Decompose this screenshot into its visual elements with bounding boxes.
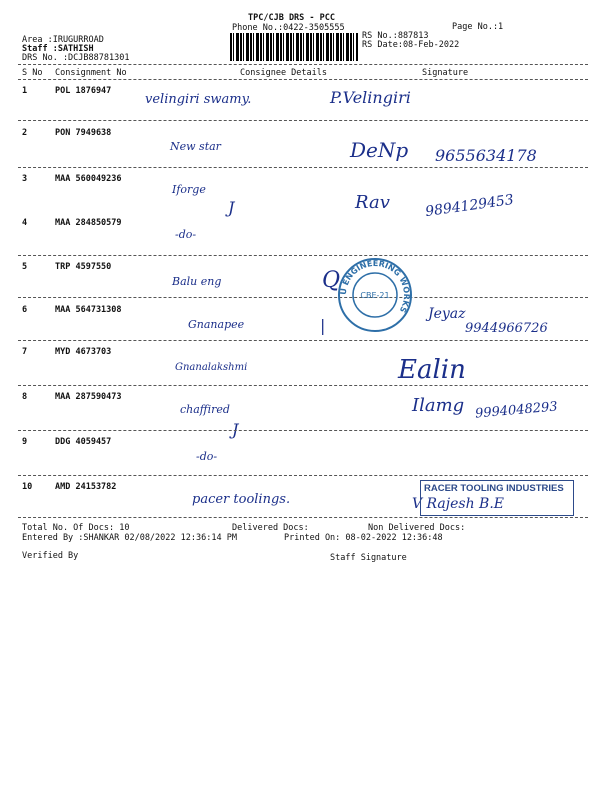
col-sno: S No: [22, 68, 43, 78]
row-consignment: PON 7949638: [55, 128, 112, 138]
divider: [18, 517, 588, 518]
row-consignment: MAA 560049236: [55, 174, 122, 184]
row-signature: Jeyaz: [428, 306, 466, 322]
row-consignee: velingiri swamy.: [145, 92, 252, 107]
row-sno: 5: [22, 262, 28, 272]
row-phone: 9655634178: [435, 146, 537, 165]
row-consignment: POL 1876947: [55, 86, 112, 96]
tick-mark: J: [232, 420, 239, 439]
row-signature: P.Velingiri: [330, 88, 411, 107]
entered-by: Entered By :SHANKAR 02/08/2022 12:36:14 PM: [22, 533, 237, 543]
row-consignee: chaffired: [180, 403, 230, 416]
row-sno: 2: [22, 128, 28, 138]
area-label: Area :IRUGURROAD: [22, 35, 104, 45]
tick-mark: |: [320, 316, 326, 335]
row-consignee: Gnanalakshmi: [175, 362, 248, 373]
signature-scribble: Ilamg: [412, 395, 465, 416]
row-phone: 9944966726: [465, 321, 548, 336]
row-sno: 6: [22, 305, 28, 315]
row-consignee: pacer toolings.: [192, 492, 291, 507]
divider: [18, 120, 588, 121]
row-consignment: TRP 4597550: [55, 262, 112, 272]
row-consignment: MYD 4673703: [55, 347, 112, 357]
row-consignment: MAA 564731308: [55, 305, 122, 315]
row-sno: 10: [22, 482, 33, 492]
signature-scribble: DeNp: [350, 138, 409, 162]
delivered-docs: Delivered Docs:: [232, 523, 309, 533]
row-sno: 8: [22, 392, 28, 402]
rs-date: RS Date:08-Feb-2022: [362, 40, 460, 50]
row-consignment: MAA 284850579: [55, 218, 122, 228]
row-consignee: New star: [170, 140, 221, 153]
rs-number: RS No.:887813: [362, 31, 429, 41]
row-consignee: Iforge: [172, 183, 206, 196]
row-consignee: Gnanapee: [188, 318, 245, 331]
divider: [18, 297, 588, 298]
staff-signature: Staff Signature: [330, 553, 407, 563]
row-consignee: -do-: [196, 450, 218, 463]
row-consignment: AMD 24153782: [55, 482, 117, 492]
row-consignment: DDG 4059457: [55, 437, 112, 447]
printed-on: Printed On: 08-02-2022 12:36:48: [284, 533, 443, 543]
row-sno: 3: [22, 174, 28, 184]
row-consignee: Balu eng: [172, 275, 222, 288]
row-consignee: -do-: [175, 228, 197, 241]
drs-number: DRS No. :DCJB88781301: [22, 53, 130, 63]
staff-label: Staff :SATHISH: [22, 44, 94, 54]
svg-text:U ENGINEERING WORKS: [339, 259, 411, 314]
row-sno: 1: [22, 86, 28, 96]
verified-by: Verified By: [22, 551, 79, 561]
company-stamp: [420, 480, 574, 516]
row-sno: 4: [22, 218, 28, 228]
row-signature: V Rajesh B.E: [412, 496, 505, 512]
total-docs: Total No. Of Docs: 10: [22, 523, 130, 533]
page-number: Page No.:1: [452, 22, 504, 32]
row-sno: 9: [22, 437, 28, 447]
divider: [18, 340, 588, 341]
col-signature: Signature: [422, 68, 469, 78]
barcode: [230, 33, 358, 61]
signature-scribble: Rav: [355, 192, 390, 213]
divider: [18, 430, 588, 431]
divider: [18, 475, 588, 476]
row-consignment: MAA 287590473: [55, 392, 122, 402]
row-phone: 9894129453: [424, 191, 515, 221]
divider: [18, 385, 588, 386]
document-title: TPC/CJB DRS - PCC: [248, 13, 335, 23]
row-sno: 7: [22, 347, 28, 357]
stamp-inner-text: CBE-21: [360, 291, 390, 300]
divider: [18, 255, 588, 256]
col-consignee: Consignee Details: [240, 68, 327, 78]
stamp-outer-text: U ENGINEERING WORKS: [338, 258, 412, 315]
circle-stamp: [335, 255, 415, 335]
signature-scribble: Ealin: [398, 355, 466, 385]
company-stamp-name: RACER TOOLING INDUSTRIES: [424, 483, 564, 494]
tick-mark: J: [228, 198, 235, 217]
row-phone: 9994048293: [474, 399, 559, 422]
non-delivered-docs: Non Delivered Docs:: [368, 523, 466, 533]
divider: [18, 167, 588, 168]
divider: [18, 64, 588, 65]
signature-scribble: Q: [322, 268, 341, 293]
col-consignment: Consignment No: [55, 68, 127, 78]
phone-number: Phone No.:0422-3505555: [232, 23, 345, 33]
divider: [18, 79, 588, 80]
